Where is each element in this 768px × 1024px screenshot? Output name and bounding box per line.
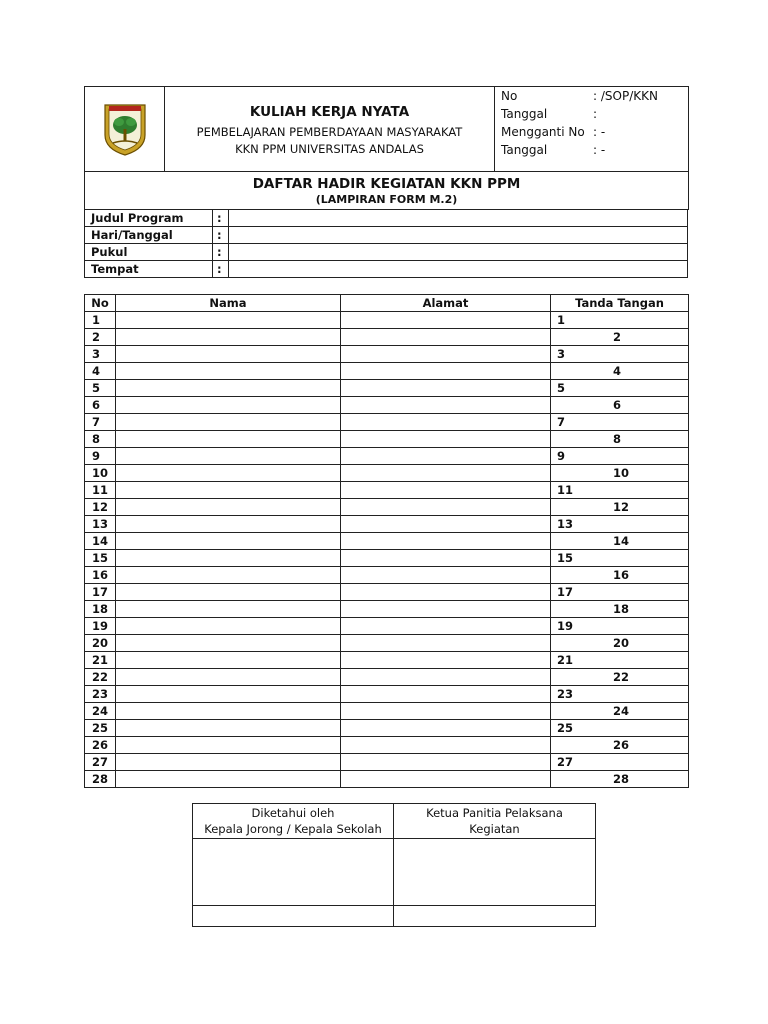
attendance-row xyxy=(85,703,689,720)
signature-number: 20 xyxy=(613,635,630,650)
form-title: DAFTAR HADIR KEGIATAN KKN PPM xyxy=(252,176,521,192)
alamat-field[interactable] xyxy=(341,601,551,618)
alamat-field[interactable] xyxy=(341,754,551,771)
nama-field[interactable] xyxy=(116,380,341,397)
header-subtitle-1: PEMBELAJARAN PEMBERDAYAAN MASYARAKAT xyxy=(196,125,463,139)
nama-field[interactable] xyxy=(116,737,341,754)
approval-left-line-1: Diketahui oleh xyxy=(251,806,335,820)
signature-number: 6 xyxy=(613,397,622,412)
approval-left-line-2: Kepala Jorong / Kepala Sekolah xyxy=(204,822,382,836)
signature-field[interactable] xyxy=(551,482,689,499)
approval-right-heading xyxy=(394,804,596,839)
attendance-header-row xyxy=(85,295,689,312)
attendance-row xyxy=(85,397,689,414)
signature-field[interactable] xyxy=(551,601,689,618)
attendance-row xyxy=(85,669,689,686)
signature-number: 9 xyxy=(557,448,566,463)
attendance-row xyxy=(85,448,689,465)
approval-header-row xyxy=(193,804,596,839)
alamat-field[interactable] xyxy=(341,550,551,567)
signature-field[interactable] xyxy=(551,499,689,516)
meta-label: Mengganti No xyxy=(501,125,585,139)
right-signature-field[interactable] xyxy=(394,839,596,906)
signature-field[interactable] xyxy=(551,703,689,720)
alamat-field[interactable] xyxy=(341,720,551,737)
row-number: 12 xyxy=(85,499,116,516)
nama-field[interactable] xyxy=(116,346,341,363)
info-row xyxy=(85,227,688,244)
signature-field[interactable] xyxy=(551,686,689,703)
approval-right-line-2: Kegiatan xyxy=(469,822,520,836)
info-value-field[interactable] xyxy=(228,244,687,261)
alamat-field[interactable] xyxy=(341,346,551,363)
nama-field[interactable] xyxy=(116,771,341,788)
signature-number: 25 xyxy=(557,720,574,735)
signature-field[interactable] xyxy=(551,516,689,533)
signature-number: 8 xyxy=(613,431,622,446)
signature-field[interactable] xyxy=(551,584,689,601)
signature-number: 19 xyxy=(557,618,574,633)
attendance-body xyxy=(85,312,689,788)
attendance-row xyxy=(85,465,689,482)
row-number: 22 xyxy=(85,669,116,686)
row-number: 3 xyxy=(85,346,116,363)
header-title: KULIAH KERJA NYATA xyxy=(249,104,410,120)
signature-number: 5 xyxy=(557,380,566,395)
row-number: 25 xyxy=(85,720,116,737)
signature-number: 13 xyxy=(557,516,574,531)
nama-field[interactable] xyxy=(116,618,341,635)
alamat-field[interactable] xyxy=(341,737,551,754)
info-value-field[interactable] xyxy=(228,227,687,244)
row-number: 11 xyxy=(85,482,116,499)
document-header xyxy=(84,86,689,172)
row-number: 7 xyxy=(85,414,116,431)
nama-field[interactable] xyxy=(116,329,341,346)
info-row xyxy=(85,210,688,227)
approval-name-row xyxy=(193,906,596,927)
info-colon: : xyxy=(213,210,229,227)
row-number: 26 xyxy=(85,737,116,754)
nama-field[interactable] xyxy=(116,397,341,414)
meta-value: : - xyxy=(593,125,606,139)
approval-right-line-1: Ketua Panitia Pelaksana xyxy=(426,806,563,820)
attendance-row xyxy=(85,686,689,703)
row-number: 17 xyxy=(85,584,116,601)
signature-field[interactable] xyxy=(551,448,689,465)
nama-field[interactable] xyxy=(116,414,341,431)
signature-field[interactable] xyxy=(551,465,689,482)
info-value-field[interactable] xyxy=(228,261,687,278)
attendance-row xyxy=(85,380,689,397)
signature-number: 22 xyxy=(613,669,630,684)
attendance-row xyxy=(85,737,689,754)
row-number: 23 xyxy=(85,686,116,703)
signature-field[interactable] xyxy=(551,720,689,737)
logo-cell xyxy=(85,87,165,171)
nama-field[interactable] xyxy=(116,635,341,652)
signature-number: 14 xyxy=(613,533,630,548)
right-name-field[interactable] xyxy=(394,906,596,927)
approval-left-heading xyxy=(193,804,394,839)
alamat-field[interactable] xyxy=(341,533,551,550)
attendance-row xyxy=(85,720,689,737)
approval-signature-row xyxy=(193,839,596,906)
signature-number: 26 xyxy=(613,737,630,752)
info-row xyxy=(85,261,688,278)
signature-field[interactable] xyxy=(551,737,689,754)
row-number: 10 xyxy=(85,465,116,482)
nama-field[interactable] xyxy=(116,652,341,669)
nama-field[interactable] xyxy=(116,482,341,499)
nama-field[interactable] xyxy=(116,312,341,329)
row-number: 20 xyxy=(85,635,116,652)
alamat-field[interactable] xyxy=(341,703,551,720)
row-number: 16 xyxy=(85,567,116,584)
form-title-block xyxy=(84,172,689,210)
nama-field[interactable] xyxy=(116,431,341,448)
alamat-field[interactable] xyxy=(341,584,551,601)
signature-field[interactable] xyxy=(551,771,689,788)
signature-field[interactable] xyxy=(551,363,689,380)
attendance-row xyxy=(85,635,689,652)
nama-field[interactable] xyxy=(116,703,341,720)
alamat-field[interactable] xyxy=(341,448,551,465)
signature-field[interactable] xyxy=(551,380,689,397)
row-number: 6 xyxy=(85,397,116,414)
attendance-row xyxy=(85,550,689,567)
info-colon: : xyxy=(213,227,229,244)
nama-field[interactable] xyxy=(116,499,341,516)
signature-number: 27 xyxy=(557,754,574,769)
nama-field[interactable] xyxy=(116,465,341,482)
signature-number: 3 xyxy=(557,346,566,361)
signature-field[interactable] xyxy=(551,329,689,346)
attendance-row xyxy=(85,312,689,329)
university-logo-icon xyxy=(101,101,149,157)
alamat-field[interactable] xyxy=(341,414,551,431)
header-subtitle-2: KKN PPM UNIVERSITAS ANDALAS xyxy=(235,142,424,156)
column-header-nama: Nama xyxy=(116,295,341,312)
column-header-no: No xyxy=(85,295,116,312)
header-title-cell xyxy=(165,87,495,171)
attendance-row xyxy=(85,363,689,380)
signature-field[interactable] xyxy=(551,550,689,567)
nama-field[interactable] xyxy=(116,533,341,550)
alamat-field[interactable] xyxy=(341,312,551,329)
attendance-row xyxy=(85,584,689,601)
alamat-field[interactable] xyxy=(341,329,551,346)
attendance-row xyxy=(85,482,689,499)
signature-field[interactable] xyxy=(551,669,689,686)
meta-value: : xyxy=(593,107,598,121)
row-number: 5 xyxy=(85,380,116,397)
attendance-row xyxy=(85,414,689,431)
nama-field[interactable] xyxy=(116,669,341,686)
alamat-field[interactable] xyxy=(341,482,551,499)
signature-field[interactable] xyxy=(551,635,689,652)
signature-number: 15 xyxy=(557,550,574,565)
nama-field[interactable] xyxy=(116,363,341,380)
alamat-field[interactable] xyxy=(341,465,551,482)
row-number: 21 xyxy=(85,652,116,669)
row-number: 27 xyxy=(85,754,116,771)
signature-number: 12 xyxy=(613,499,630,514)
alamat-field[interactable] xyxy=(341,686,551,703)
alamat-field[interactable] xyxy=(341,431,551,448)
meta-label: Tanggal xyxy=(501,107,548,121)
nama-field[interactable] xyxy=(116,601,341,618)
row-number: 14 xyxy=(85,533,116,550)
signature-field[interactable] xyxy=(551,652,689,669)
signature-field[interactable] xyxy=(551,346,689,363)
nama-field[interactable] xyxy=(116,686,341,703)
signature-number: 10 xyxy=(613,465,630,480)
form-subtitle: (LAMPIRAN FORM M.2) xyxy=(315,193,458,206)
alamat-field[interactable] xyxy=(341,771,551,788)
nama-field[interactable] xyxy=(116,754,341,771)
document-meta xyxy=(495,87,688,171)
attendance-row xyxy=(85,567,689,584)
signature-number: 21 xyxy=(557,652,574,667)
info-value-field[interactable] xyxy=(228,210,687,227)
info-colon: : xyxy=(213,244,229,261)
signature-number: 18 xyxy=(613,601,630,616)
signature-number: 7 xyxy=(557,414,566,429)
row-number: 8 xyxy=(85,431,116,448)
approval-table xyxy=(192,803,596,927)
attendance-table xyxy=(84,294,689,788)
row-number: 24 xyxy=(85,703,116,720)
signature-number: 28 xyxy=(613,771,630,786)
left-name-field[interactable] xyxy=(193,906,394,927)
alamat-field[interactable] xyxy=(341,669,551,686)
attendance-row xyxy=(85,431,689,448)
signature-number: 24 xyxy=(613,703,630,718)
row-number: 19 xyxy=(85,618,116,635)
alamat-field[interactable] xyxy=(341,397,551,414)
nama-field[interactable] xyxy=(116,550,341,567)
alamat-field[interactable] xyxy=(341,652,551,669)
signature-field[interactable] xyxy=(551,397,689,414)
alamat-field[interactable] xyxy=(341,635,551,652)
attendance-row xyxy=(85,499,689,516)
row-number: 28 xyxy=(85,771,116,788)
alamat-field[interactable] xyxy=(341,380,551,397)
signature-field[interactable] xyxy=(551,431,689,448)
alamat-field[interactable] xyxy=(341,618,551,635)
info-row xyxy=(85,244,688,261)
info-table xyxy=(84,209,688,278)
nama-field[interactable] xyxy=(116,584,341,601)
alamat-field[interactable] xyxy=(341,363,551,380)
attendance-row xyxy=(85,533,689,550)
signature-number: 23 xyxy=(557,686,574,701)
alamat-field[interactable] xyxy=(341,499,551,516)
signature-field[interactable] xyxy=(551,754,689,771)
attendance-row xyxy=(85,771,689,788)
attendance-row xyxy=(85,618,689,635)
signature-field[interactable] xyxy=(551,533,689,550)
signature-number: 11 xyxy=(557,482,574,497)
signature-field[interactable] xyxy=(551,414,689,431)
column-header-alamat: Alamat xyxy=(341,295,551,312)
signature-field[interactable] xyxy=(551,312,689,329)
alamat-field[interactable] xyxy=(341,567,551,584)
row-number: 13 xyxy=(85,516,116,533)
nama-field[interactable] xyxy=(116,516,341,533)
row-number: 15 xyxy=(85,550,116,567)
signature-field[interactable] xyxy=(551,567,689,584)
attendance-row xyxy=(85,754,689,771)
row-number: 1 xyxy=(85,312,116,329)
alamat-field[interactable] xyxy=(341,516,551,533)
nama-field[interactable] xyxy=(116,448,341,465)
attendance-row xyxy=(85,516,689,533)
attendance-row xyxy=(85,601,689,618)
info-label: Pukul xyxy=(85,244,213,261)
signature-number: 1 xyxy=(557,312,566,327)
column-header-tanda-tangan: Tanda Tangan xyxy=(551,295,689,312)
info-label: Hari/Tanggal xyxy=(85,227,213,244)
info-colon: : xyxy=(213,261,229,278)
attendance-row xyxy=(85,346,689,363)
meta-label: No xyxy=(501,89,518,103)
attendance-row xyxy=(85,329,689,346)
signature-number: 4 xyxy=(613,363,622,378)
row-number: 9 xyxy=(85,448,116,465)
info-label: Tempat xyxy=(85,261,213,278)
row-number: 18 xyxy=(85,601,116,618)
row-number: 2 xyxy=(85,329,116,346)
signature-field[interactable] xyxy=(551,618,689,635)
meta-value: : - xyxy=(593,143,606,157)
meta-value: : /SOP/KKN xyxy=(593,89,658,103)
signature-number: 2 xyxy=(613,329,622,344)
info-label: Judul Program xyxy=(85,210,213,227)
nama-field[interactable] xyxy=(116,567,341,584)
left-signature-field[interactable] xyxy=(193,839,394,906)
row-number: 4 xyxy=(85,363,116,380)
attendance-row xyxy=(85,652,689,669)
nama-field[interactable] xyxy=(116,720,341,737)
meta-label: Tanggal xyxy=(501,143,548,157)
signature-number: 17 xyxy=(557,584,574,599)
signature-number: 16 xyxy=(613,567,630,582)
